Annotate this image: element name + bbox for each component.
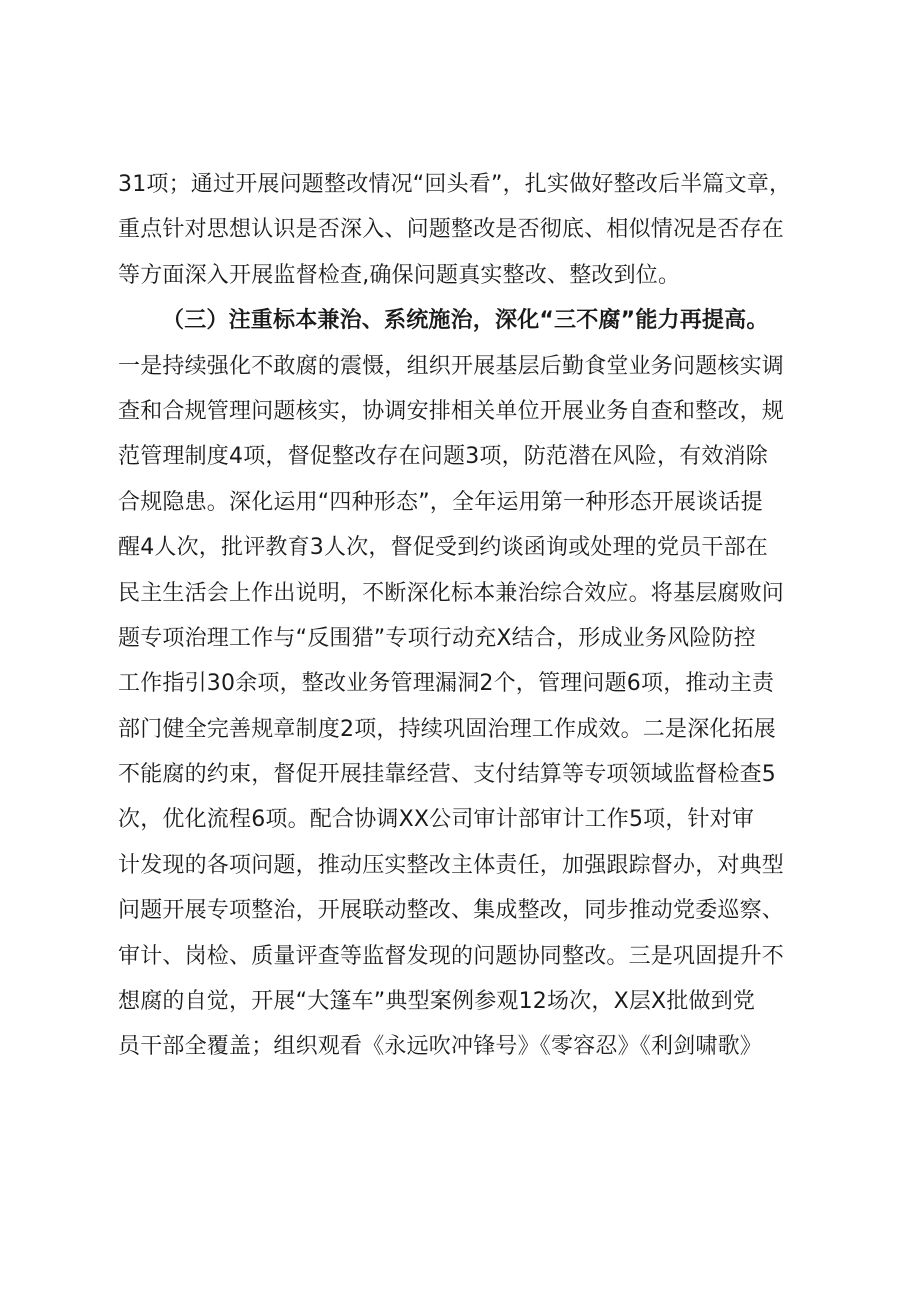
text-line: 部门健全完善规章制度2项，持续巩固治理工作成效。二是深化拓展 [118, 716, 776, 742]
section-heading: （三）注重标本兼治、系统施治，深化“三不腐”能力再提高。 [162, 308, 769, 334]
body-text [118, 162, 858, 1070]
text-line: 合规隐患。深化运用“四种形态”，全年运用第一种形态开展谈话提 [118, 489, 763, 515]
text-line: 等方面深入开展监督检查,确保问题真实整改、整改到位。 [118, 262, 681, 288]
text-line: 一是持续强化不敢腐的震慑，组织开展基层后勤食堂业务问题核实调 [118, 353, 785, 379]
text-line: 重点针对思想认识是否深入、问题整改是否彻底、相似情况是否存在 [118, 217, 785, 243]
text-line: 题专项治理工作与“反围猎”专项行动充X结合，形成业务风险防控 [118, 625, 756, 651]
text-line: 计发现的各项问题，推动压实整改主体责任，加强跟踪督办，对典型 [118, 852, 785, 878]
text-line: 不能腐的约束，督促开展挂靠经营、支付结算等专项领域监督检查5 [118, 762, 776, 788]
text-line: 员干部全覆盖；组织观看《永远吹冲锋号》《零容忍》《利剑啸歌》 [118, 1034, 763, 1060]
text-line: 工作指引30余项，整改业务管理漏洞2个，管理问题6项，推动主责 [118, 671, 775, 697]
text-line: 醒4人次，批评教育3人次，督促受到约谈函询或处理的党员干部在 [118, 535, 768, 561]
text-line: 民主生活会上作出说明，不断深化标本兼治综合效应。将基层腐败问 [118, 580, 785, 606]
text-line: 查和合规管理问题核实，协调安排相关单位开展业务自查和整改，规 [118, 398, 785, 424]
text-line: 审计、岗检、质量评查等监督发现的问题协同整改。三是巩固提升不 [118, 943, 785, 969]
text-line: 想腐的自觉，开展“大篷车”典型案例参观12场次，X层X批做到党 [118, 989, 756, 1015]
text-line: 问题开展专项整治，开展联动整改、集成整改，同步推动党委巡察、 [118, 898, 785, 924]
text-line: 次，优化流程6项。配合协调XX公司审计部审计工作5项，针对审 [118, 807, 755, 833]
text-line: 31项；通过开展问题整改情况“回头看”，扎实做好整改后半篇文章， [118, 172, 792, 197]
text-line: 范管理制度4项，督促整改存在问题3项，防范潜在风险，有效消除 [118, 444, 768, 470]
